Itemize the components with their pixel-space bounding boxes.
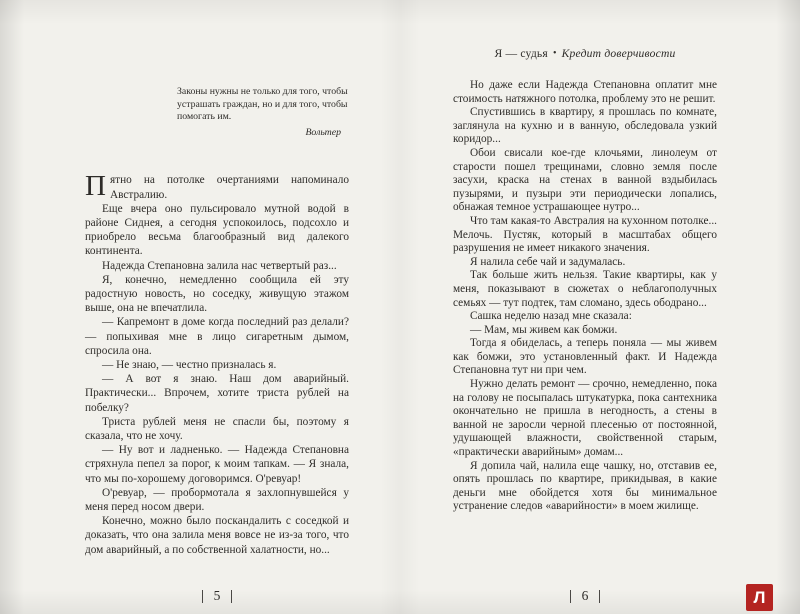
paragraph: — Ну вот и ладненько. — Надежда Степановна стряхнула пепел за порог, к моим тапкам. — Я знала, что мы по-хорошему договоримся. О'ревуар! <box>85 444 349 485</box>
page-number-right <box>453 588 717 604</box>
paragraph: Надежда Степановна залила нас четвертый раз... <box>102 259 337 272</box>
epigraph-text: Законы нужны не только для того, чтобы устрашать граждан, но и для того, чтобы помогать им. <box>177 86 348 123</box>
paragraph: Но даже если Надежда Степановна оплатит мне стоимость натяжного потолка, проблему это не решит. <box>453 79 717 105</box>
epigraph-author: Вольтер <box>305 126 341 138</box>
running-header-series: Я — судья <box>494 47 548 60</box>
page-number: 5 <box>213 588 221 603</box>
paragraph: Обои свисали кое-где клочьями, линолеум от старости пошел трещинами, словно земля после засухи, краска на стенах в ванной вздыбилась пузырями, и пузыри эти периодически лопались, обнажая темное устрашающее нутро... <box>453 146 717 214</box>
paragraph: Так больше жить нельзя. Такие квартиры, как у меня, показывают в сюжетах о неблагополучных семьях — тут подтек, там сломано, здесь ободрано... <box>453 269 717 309</box>
page-number-left <box>85 588 349 604</box>
paragraph: О'ревуар, — пробормотала я захлопнувшейся у меня перед носом двери. <box>85 486 349 514</box>
left-page <box>85 0 349 614</box>
epigraph <box>177 86 349 139</box>
page-number: 6 <box>581 588 589 603</box>
paragraph: Конечно, можно было поскандалить с соседкой и доказать, что она залила меня вовсе не из-за того, что дом аварийный, а по собственной халатности, но... <box>85 515 349 556</box>
right-page <box>453 0 717 614</box>
paragraph: — А вот я знаю. Наш дом аварийный. Практически... Впрочем, хотите триста рублей на побелку? <box>85 373 349 414</box>
paragraph: Тогда я обиделась, а теперь поняла — мы живем как бомжи, это установленный факт. И Надежда Степановна тут ни при чем. <box>453 337 717 377</box>
paragraph: — Не знаю, — честно призналась я. <box>102 359 277 372</box>
paragraph: Пятно на потолке очертаниями напоминало Австралию. <box>85 170 349 203</box>
right-page-body <box>453 79 717 514</box>
paragraph: Спустившись в квартиру, я прошлась по комнате, заглянула на кухню и в ванную, обследовала узкий коридор... <box>453 106 717 146</box>
paragraph: Я налила себе чай и задумалась. <box>470 255 626 268</box>
paragraph: Сашка неделю назад мне сказала: <box>470 310 632 323</box>
paragraph: Что там какая-то Австралия на кухонном потолке... Мелочь. Пустяк, который в масштабах общего разрушения не имеет никакого значения. <box>453 214 717 255</box>
folio-bar <box>570 590 571 603</box>
folio-bar <box>202 590 203 603</box>
folio-bar <box>599 590 600 603</box>
paragraph: Нужно делать ремонт — срочно, немедленно, пока на голову не посыпалась штукатурка, пока сантехника окончательно не пришла в негодность, а стены в ванной не заросли черной плесенью от постоянной, удушающей влажности, свойственной старым, «практически аварийным» домам... <box>453 378 717 459</box>
book-spine-shadow <box>380 0 420 614</box>
paragraph: — Мам, мы живем как бомжи. <box>470 323 618 336</box>
paragraph: — Капремонт в доме когда последний раз делали? — попыхивая мне в лицо сигаретным дымом, спросила она. <box>85 316 349 357</box>
running-header <box>453 47 717 60</box>
paragraph: Я, конечно, немедленно сообщила ей эту радостную новость, но соседку, живущую этажом выше, она не впечатлила. <box>85 273 349 315</box>
paragraph: Я допила чай, налила еще чашку, но, отставив ее, опять прошлась по квартире, прикидывая, в какие деньги мне обойдется хотя бы минимальное устранение следов «аварийности» в моем жилище. <box>453 459 717 513</box>
paragraph: Триста рублей меня не спасли бы, поэтому я сказала, что не хочу. <box>85 415 349 443</box>
left-page-body <box>85 170 349 556</box>
paragraph: Еще вчера оно пульсировало мутной водой в районе Сиднея, а сегодня успокоилось, подсохло и приобрело весьма благообразный вид далекого континента. <box>85 202 349 258</box>
running-header-separator: • <box>552 48 557 59</box>
running-header-title: Кредит доверчивости <box>561 47 676 60</box>
labirint-logo: Л <box>746 584 773 611</box>
folio-bar <box>231 590 232 603</box>
